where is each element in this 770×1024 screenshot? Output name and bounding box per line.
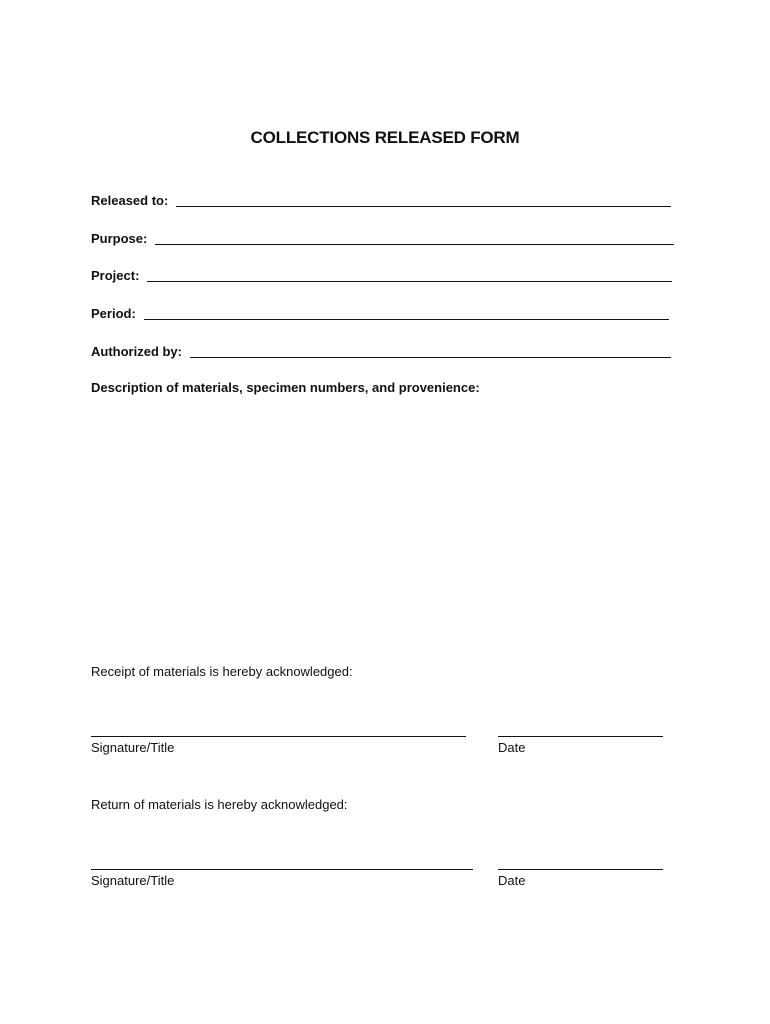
period-field [91,303,669,321]
authorized-by-input-line[interactable] [190,357,671,358]
form-title: COLLECTIONS RELEASED FORM [250,128,520,147]
released-to-field [91,190,671,208]
released-to-label: Released to: [91,193,169,208]
purpose-label: Purpose: [91,231,148,246]
authorized-by-label: Authorized by: [91,344,182,359]
receipt-acknowledgement: Receipt of materials is hereby acknowledged: [91,664,353,679]
description-label: Description of materials, specimen numbers, and provenience: [91,380,480,395]
project-input-line[interactable] [147,281,672,282]
return-signature-label: Signature/Title [91,873,175,888]
return-date-line[interactable] [498,869,663,870]
authorized-by-field [91,341,671,359]
receipt-date-label: Date [498,740,526,755]
period-input-line[interactable] [144,319,669,320]
receipt-signature-line[interactable] [91,736,466,737]
project-field [91,265,672,283]
return-date-label: Date [498,873,526,888]
project-label: Project: [91,268,140,283]
receipt-date-line[interactable] [498,736,663,737]
return-acknowledgement: Return of materials is hereby acknowledged: [91,797,348,812]
purpose-input-line[interactable] [155,244,674,245]
released-to-input-line[interactable] [176,206,671,207]
period-label: Period: [91,306,136,321]
purpose-field [91,228,674,246]
receipt-signature-label: Signature/Title [91,740,175,755]
return-signature-line[interactable] [91,869,473,870]
